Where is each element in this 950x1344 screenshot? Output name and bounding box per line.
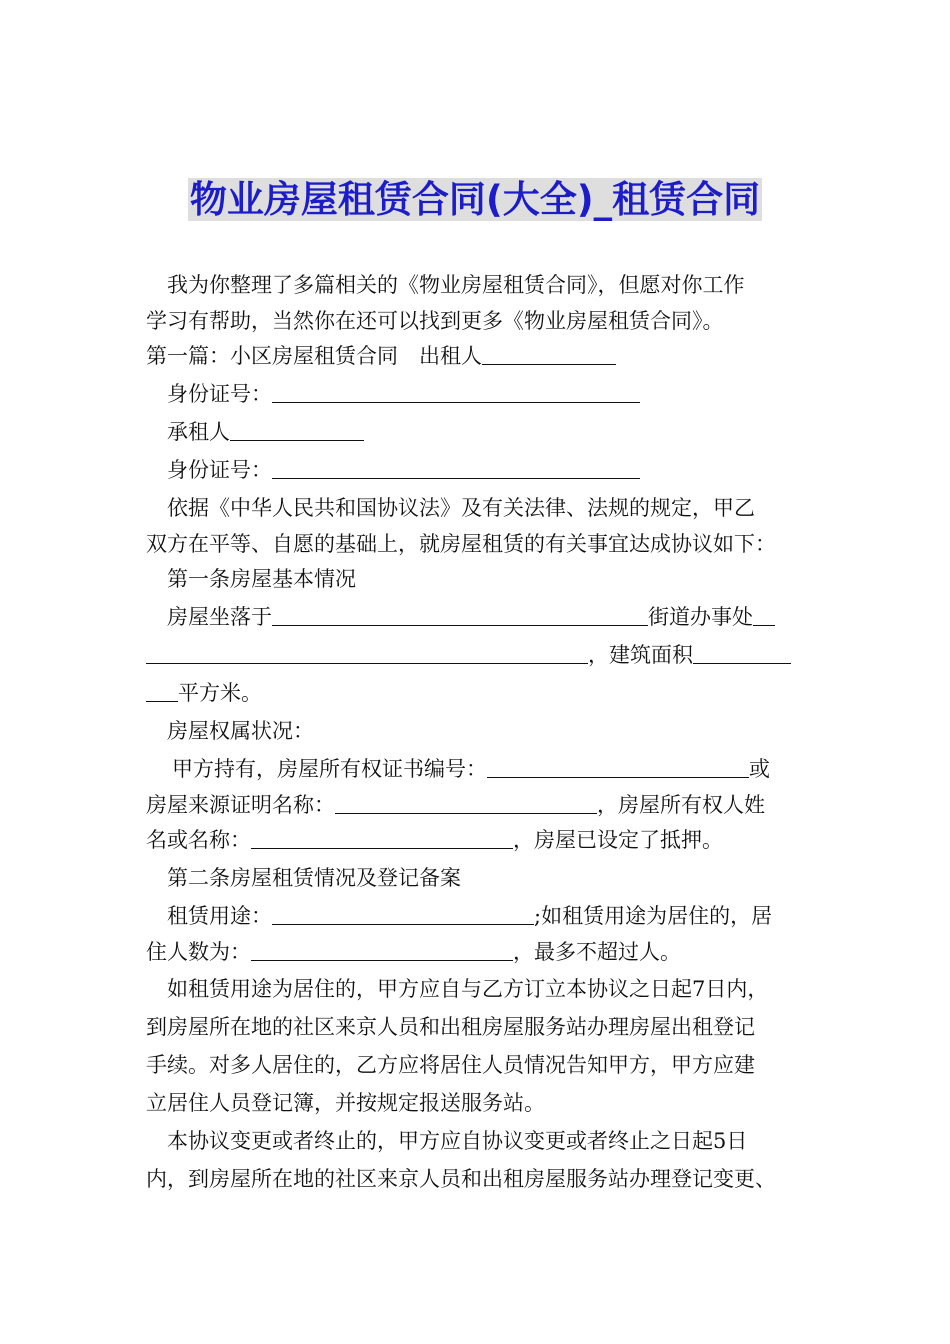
tenant-line (146, 413, 814, 451)
ownership-line-1 (146, 750, 814, 788)
area-unit: 平方米。 (178, 680, 262, 705)
residents-tail: ，最多不超过人。 (513, 939, 681, 964)
landlord-id-label: 身份证号： (167, 381, 272, 406)
document-title (0, 176, 950, 224)
residents-blank (251, 936, 513, 961)
document-body (146, 268, 814, 1198)
tenant-label: 承租人 (167, 419, 230, 444)
street-office-label: 街道办事处 (648, 604, 753, 629)
basis-line-2: 双方在平等、自愿的基础上，就房屋租赁的有关事宜达成协议如下： (146, 531, 776, 556)
chapter1-heading: 第一篇：小区房屋租赁合同 出租人 (146, 344, 482, 368)
registration-line-4: 立居住人员登记簿，并按规定报送服务站。 (146, 1091, 545, 1115)
ownership-cert-label: 甲方持有，房屋所有权证书编号： (172, 756, 487, 781)
intro-line-2: 学习有帮助，当然你在还可以找到更多《物业房屋租赁合同》。 (146, 308, 724, 333)
basis-line-1: 依据《中华人民共和国协议法》及有关法律、法规的规定，甲乙 (167, 495, 755, 520)
residents-line (146, 935, 814, 971)
location-blank (272, 601, 648, 626)
tenant-id-label: 身份证号： (167, 457, 272, 482)
tenant-blank (230, 416, 364, 441)
source-proof-blank (335, 789, 597, 814)
usage-tail: ;如租赁用途为居住的，居 (534, 903, 773, 928)
owner-name-label: ，房屋所有权人姓 (597, 792, 765, 817)
change-line-1: 本协议变更或者终止的，甲方应自协议变更或者终止之日起5日 (167, 1129, 748, 1153)
mortgage-text: ，房屋已设定了抵押。 (513, 828, 723, 852)
source-proof-label: 房屋来源证明名称： (146, 792, 335, 817)
landlord-id-blank (272, 378, 640, 403)
ownership-cert-blank (487, 753, 749, 778)
residents-label: 住人数为： (146, 939, 251, 964)
title-text: 物业房屋租赁合同(大全)_租赁合同 (189, 178, 761, 221)
area-line (146, 636, 814, 674)
location-line (146, 598, 814, 636)
usage-blank (272, 900, 534, 925)
usage-label: 租赁用途： (167, 903, 272, 928)
usage-line (146, 897, 814, 935)
ownership-title: 房屋权属状况： (167, 718, 314, 743)
area-blank (693, 639, 791, 664)
tenant-id-blank (272, 454, 640, 479)
street-office-blank (753, 601, 775, 626)
landlord-blank (482, 340, 616, 365)
article1-title: 第一条房屋基本情况 (167, 567, 356, 591)
tenant-id-line (146, 451, 814, 489)
area-label: ，建筑面积 (588, 642, 693, 667)
address-blank (146, 639, 588, 664)
registration-line-2: 到房屋所在地的社区来京人员和出租房屋服务站办理房屋出租登记 (146, 1015, 755, 1039)
area-blank-cont (146, 677, 178, 702)
chapter1-heading-line (146, 339, 814, 375)
registration-line-3: 手续。对多人居住的，乙方应将居住人员情况告知甲方，甲方应建 (146, 1053, 755, 1077)
owner-name-blank (251, 824, 513, 849)
ownership-line-2 (146, 788, 814, 824)
article2-title: 第二条房屋租赁情况及登记备案 (167, 865, 461, 890)
owner-name-label-cont: 名或名称： (146, 828, 251, 852)
location-label: 房屋坐落于 (167, 604, 272, 629)
ownership-line-3 (146, 823, 814, 859)
landlord-id-line (146, 375, 814, 413)
registration-line-1: 如租赁用途为居住的，甲方应自与乙方订立本协议之日起7日内， (167, 977, 769, 1001)
intro-line-1: 我为你整理了多篇相关的《物业房屋租赁合同》，但愿对你工作 (167, 273, 745, 297)
area-unit-line (146, 674, 814, 712)
ownership-or: 或 (749, 756, 770, 781)
change-line-2: 内，到房屋所在地的社区来京人员和出租房屋服务站办理登记变更、 (146, 1167, 776, 1191)
